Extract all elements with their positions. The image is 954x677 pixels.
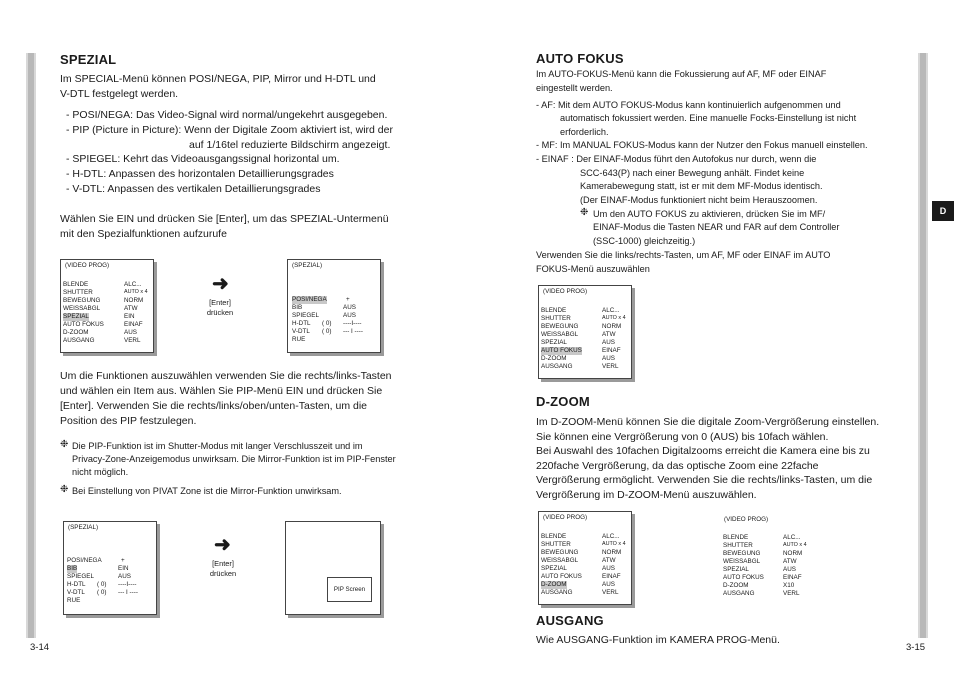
menu-item: D-ZOOM bbox=[63, 329, 89, 336]
menu-value: AUS bbox=[602, 339, 615, 346]
menu-item-selected: POSI/NEGA bbox=[292, 296, 327, 303]
spezial-intro-1: Im SPECIAL-Menü können POSI/NEGA, PIP, Mirror und H-DTL und bbox=[60, 73, 376, 85]
note-text: Privacy-Zone-Anzeigemodus unwirksam. Die Mirror-Funktion ist im PIP-Fenster bbox=[72, 454, 396, 464]
menu-item: SPEZIAL bbox=[541, 565, 567, 572]
menu-value: ATW bbox=[783, 558, 797, 565]
menu-item: AUTO FOKUS bbox=[723, 574, 764, 581]
arrow-right-icon: ➜ bbox=[214, 534, 231, 556]
bullet: - H-DTL: Anpassen des horizontalen Detaillierungsgrades bbox=[66, 168, 334, 180]
menu-item: BEWEGUNG bbox=[541, 549, 579, 556]
menu-value: AUS bbox=[783, 566, 796, 573]
menu-item: WEISSABGL bbox=[541, 331, 579, 338]
func-text: und wählen ein Item aus. Wählen Sie PIP-Menü EIN und drücken Sie bbox=[60, 385, 383, 397]
menu-item-selected: SPEZIAL bbox=[63, 313, 89, 320]
af-text: - EINAF : Der EINAF-Modus führt den Autofokus nur durch, wenn die bbox=[536, 154, 817, 164]
af-text: Verwenden Sie die links/rechts-Tasten, um AF, MF oder EINAF im AUTO bbox=[536, 250, 831, 260]
arrow-right-icon: ➜ bbox=[212, 273, 229, 295]
menu-item: POSI/NEGA bbox=[67, 557, 102, 564]
enter-caption-line: drücken bbox=[206, 308, 234, 317]
menu-value: VERL bbox=[602, 589, 619, 596]
af-text: Kamerabewegung statt, ist er mit dem MF-Modus identisch. bbox=[580, 181, 823, 191]
menu-item: SHUTTER bbox=[63, 289, 93, 296]
menu-value: AUS bbox=[124, 329, 137, 336]
note-text: Bei Einstellung von PIVAT Zone ist die Mirror-Funktion unwirksam. bbox=[72, 486, 342, 496]
pip-window bbox=[327, 577, 372, 602]
menu-item: V-DTL bbox=[292, 328, 310, 335]
menu-item: BLENDE bbox=[63, 281, 89, 288]
menu-item: RUE bbox=[292, 336, 306, 343]
af-text: - MF: Im MANUAL FOKUS-Modus kann der Nutzer den Fokus manuell einstellen. bbox=[536, 140, 868, 150]
menu-value: EINAF bbox=[602, 347, 621, 354]
note-text: nicht möglich. bbox=[72, 467, 129, 477]
menu-item: SHUTTER bbox=[723, 542, 753, 549]
menu-item: WEISSABGL bbox=[723, 558, 761, 565]
enter-caption-line: [Enter] bbox=[209, 298, 231, 307]
af-text: Um den AUTO FOKUS zu aktivieren, drücken Sie im MF/ bbox=[593, 209, 826, 219]
page-number-left: 3-14 bbox=[30, 642, 50, 653]
menu-title: (VIDEO PROG) bbox=[543, 514, 588, 521]
menu-item: AUSGANG bbox=[541, 363, 573, 370]
menu-value: ALC... bbox=[602, 533, 620, 540]
spezial-intro-2: V-DTL festgelegt werden. bbox=[60, 88, 179, 100]
menu-title: (SPEZIAL) bbox=[68, 524, 99, 531]
page-number-right: 3-15 bbox=[906, 642, 926, 653]
menu-value: AUS bbox=[343, 304, 356, 311]
menu-item: BEWEGUNG bbox=[63, 297, 101, 304]
bullet: - V-DTL: Anpassen des vertikalen Detaillierungsgrades bbox=[66, 183, 321, 195]
menu-item: AUSGANG bbox=[63, 337, 95, 344]
af-text: - AF: Mit dem AUTO FOKUS-Modus kann kontinuierlich aufgenommen und bbox=[536, 100, 841, 110]
menu-value: + bbox=[121, 557, 125, 564]
menu-item-selected: D-ZOOM bbox=[541, 581, 567, 588]
right-margin-bar bbox=[918, 53, 928, 638]
menu-value: ----I---- bbox=[118, 581, 137, 588]
menu-value: ----I---- bbox=[343, 320, 362, 327]
dzoom-text: Vergrößerung im D-ZOOM-Menü auszuwählen. bbox=[536, 489, 757, 501]
menu-value: AUS bbox=[602, 581, 615, 588]
menu-item: BIB bbox=[292, 304, 303, 311]
af-text: erforderlich. bbox=[560, 127, 609, 137]
menu-item: BLENDE bbox=[541, 307, 567, 314]
dzoom-text: 220fache Vergrößerung, da das optische Zoom eine 22fache bbox=[536, 460, 819, 472]
menu-value: VERL bbox=[124, 337, 141, 344]
bullet: - POSI/NEGA: Das Video-Signal wird normal/ungekehrt ausgegeben. bbox=[66, 109, 388, 121]
menu-value: AUTO x 4 bbox=[783, 542, 807, 548]
note-icon: ❉ bbox=[60, 484, 69, 495]
dzoom-text: Sie können eine Vergrößerung von 0 (AUS) bis 10fach wählen. bbox=[536, 431, 829, 443]
video-prog-menu-dzoom-x10 bbox=[720, 513, 812, 605]
menu-value: EIN bbox=[118, 565, 129, 572]
menu-value: VERL bbox=[602, 363, 619, 370]
menu-value: ALC... bbox=[602, 307, 620, 314]
menu-value: ATW bbox=[602, 557, 616, 564]
menu-num: ( 0) bbox=[322, 320, 332, 327]
auto-fokus-heading: AUTO FOKUS bbox=[536, 51, 624, 66]
menu-value: NORM bbox=[783, 550, 803, 557]
af-text: SCC-643(P) nach einer Bewegung anhält. Findet keine bbox=[580, 168, 805, 178]
select-text-2: mit den Spezialfunktionen aufzurufe bbox=[60, 228, 227, 240]
menu-item: WEISSABGL bbox=[63, 305, 101, 312]
menu-title: (VIDEO PROG) bbox=[65, 262, 110, 269]
func-text: Position des PIP festzulegen. bbox=[60, 415, 197, 427]
af-text: Im AUTO-FOKUS-Menü kann die Fokussierung auf AF, MF oder EINAF bbox=[536, 69, 827, 79]
menu-item: D-ZOOM bbox=[723, 582, 749, 589]
af-text: automatisch fokussiert werden. Eine manuelle Focks-Einstellung ist nicht bbox=[560, 113, 857, 123]
menu-item: AUTO FOKUS bbox=[63, 321, 104, 328]
enter-caption-line: [Enter] bbox=[212, 559, 234, 568]
note-icon: ❉ bbox=[580, 207, 589, 218]
enter-caption-line: drücken bbox=[209, 569, 237, 578]
spezial-menu-bib bbox=[63, 521, 157, 615]
menu-item: SPEZIAL bbox=[541, 339, 567, 346]
menu-value: EINAF bbox=[124, 321, 143, 328]
menu-item: BLENDE bbox=[723, 534, 749, 541]
menu-item-selected: AUTO FOKUS bbox=[541, 347, 582, 354]
left-margin-bar bbox=[26, 53, 36, 638]
menu-item: H-DTL bbox=[292, 320, 311, 327]
menu-value: ALC... bbox=[783, 534, 801, 541]
menu-value: AUTO x 4 bbox=[124, 289, 148, 295]
af-text: FOKUS-Menü auszuwählen bbox=[536, 264, 650, 274]
menu-num: ( 0) bbox=[97, 589, 107, 596]
menu-value: ATW bbox=[124, 305, 138, 312]
af-text: EINAF-Modus die Tasten NEAR und FAR auf dem Controller bbox=[593, 222, 840, 232]
menu-title: (SPEZIAL) bbox=[292, 262, 323, 269]
menu-value: EINAF bbox=[783, 574, 802, 581]
menu-value: NORM bbox=[602, 323, 622, 330]
menu-value: EINAF bbox=[602, 573, 621, 580]
pip-screen-label: PIP Screen bbox=[333, 586, 366, 593]
func-text: Um die Funktionen auszuwählen verwenden Sie die rechts/links-Tasten bbox=[60, 370, 392, 382]
menu-item: D-ZOOM bbox=[541, 355, 567, 362]
menu-item: BEWEGUNG bbox=[541, 323, 579, 330]
menu-item: BEWEGUNG bbox=[723, 550, 761, 557]
menu-item: V-DTL bbox=[67, 589, 85, 596]
menu-title: (VIDEO PROG) bbox=[724, 516, 769, 523]
dzoom-text: Im D-ZOOM-Menü können Sie die digitale Zoom-Vergrößerung einstellen. bbox=[536, 416, 880, 428]
select-text-1: Wählen Sie EIN und drücken Sie [Enter], um das SPEZIAL-Untermenü bbox=[60, 213, 389, 225]
video-prog-menu-dzoom bbox=[538, 511, 632, 605]
note-text: Die PIP-Funktion ist im Shutter-Modus mit langer Verschlusszeit und im bbox=[72, 441, 363, 451]
bullet: - SPIEGEL: Kehrt das Videoausgangssignal horizontal um. bbox=[66, 153, 340, 165]
menu-value: AUTO x 4 bbox=[602, 315, 626, 321]
menu-value: + bbox=[346, 296, 350, 303]
func-text: [Enter]. Verwenden Sie die rechts/links/oben/unten-Tasten, um die bbox=[60, 400, 368, 412]
dzoom-text: Vergrößerung ermöglicht. Verwenden Sie die rechts/links-Tasten, um die bbox=[536, 474, 873, 486]
menu-value: VERL bbox=[783, 590, 800, 597]
menu-value: AUS bbox=[602, 565, 615, 572]
menu-item: RUE bbox=[67, 597, 81, 604]
menu-value: ATW bbox=[602, 331, 616, 338]
menu-value: ALC... bbox=[124, 281, 142, 288]
ausgang-heading: AUSGANG bbox=[536, 613, 604, 628]
menu-num: ( 0) bbox=[322, 328, 332, 335]
menu-item: BLENDE bbox=[541, 533, 567, 540]
menu-item-selected: BIB bbox=[67, 565, 78, 572]
menu-item: SHUTTER bbox=[541, 315, 571, 322]
af-text: (Der EINAF-Modus funktioniert nicht beim Herauszoomen. bbox=[580, 195, 818, 205]
spezial-menu bbox=[287, 259, 381, 353]
bullet: - PIP (Picture in Picture): Wenn der Digitale Zoom aktiviert ist, wird der bbox=[66, 124, 393, 136]
menu-item: SHUTTER bbox=[541, 541, 571, 548]
ausgang-text: Wie AUSGANG-Funktion im KAMERA PROG-Menü. bbox=[536, 634, 780, 646]
menu-item: AUSGANG bbox=[723, 590, 755, 597]
af-text: (SSC-1000) gleichzeitig.) bbox=[593, 236, 696, 246]
note-icon: ❉ bbox=[60, 439, 69, 450]
menu-value: X10 bbox=[783, 582, 795, 589]
menu-value: AUS bbox=[602, 355, 615, 362]
enter-caption bbox=[193, 559, 253, 579]
spezial-heading: SPEZIAL bbox=[60, 52, 117, 67]
menu-value: --- I ---- bbox=[118, 589, 138, 596]
menu-value: EIN bbox=[124, 313, 135, 320]
menu-num: ( 0) bbox=[97, 581, 107, 588]
menu-item: WEISSABGL bbox=[541, 557, 579, 564]
language-tab: D bbox=[932, 201, 954, 221]
bullet: auf 1/16tel reduzierte Bildschirm angezeigt. bbox=[189, 139, 391, 151]
dzoom-heading: D-ZOOM bbox=[536, 394, 590, 409]
menu-title: (VIDEO PROG) bbox=[543, 288, 588, 295]
af-text: eingestellt werden. bbox=[536, 83, 613, 93]
dzoom-text: Bei Auswahl des 10fachen Digitalzooms erreicht die Kamera eine bis zu bbox=[536, 445, 870, 457]
pip-screen-frame bbox=[285, 521, 381, 615]
menu-value: --- I ---- bbox=[343, 328, 363, 335]
menu-value: AUS bbox=[118, 573, 131, 580]
menu-item: AUSGANG bbox=[541, 589, 573, 596]
menu-item: H-DTL bbox=[67, 581, 86, 588]
menu-value: AUTO x 4 bbox=[602, 541, 626, 547]
menu-item: SPIEGEL bbox=[67, 573, 94, 580]
video-prog-menu-af bbox=[538, 285, 632, 379]
menu-value: AUS bbox=[343, 312, 356, 319]
menu-item: SPEZIAL bbox=[723, 566, 749, 573]
enter-caption bbox=[190, 298, 250, 318]
menu-item: AUTO FOKUS bbox=[541, 573, 582, 580]
menu-value: NORM bbox=[602, 549, 622, 556]
menu-item: SPIEGEL bbox=[292, 312, 319, 319]
video-prog-menu bbox=[60, 259, 154, 353]
menu-value: NORM bbox=[124, 297, 144, 304]
